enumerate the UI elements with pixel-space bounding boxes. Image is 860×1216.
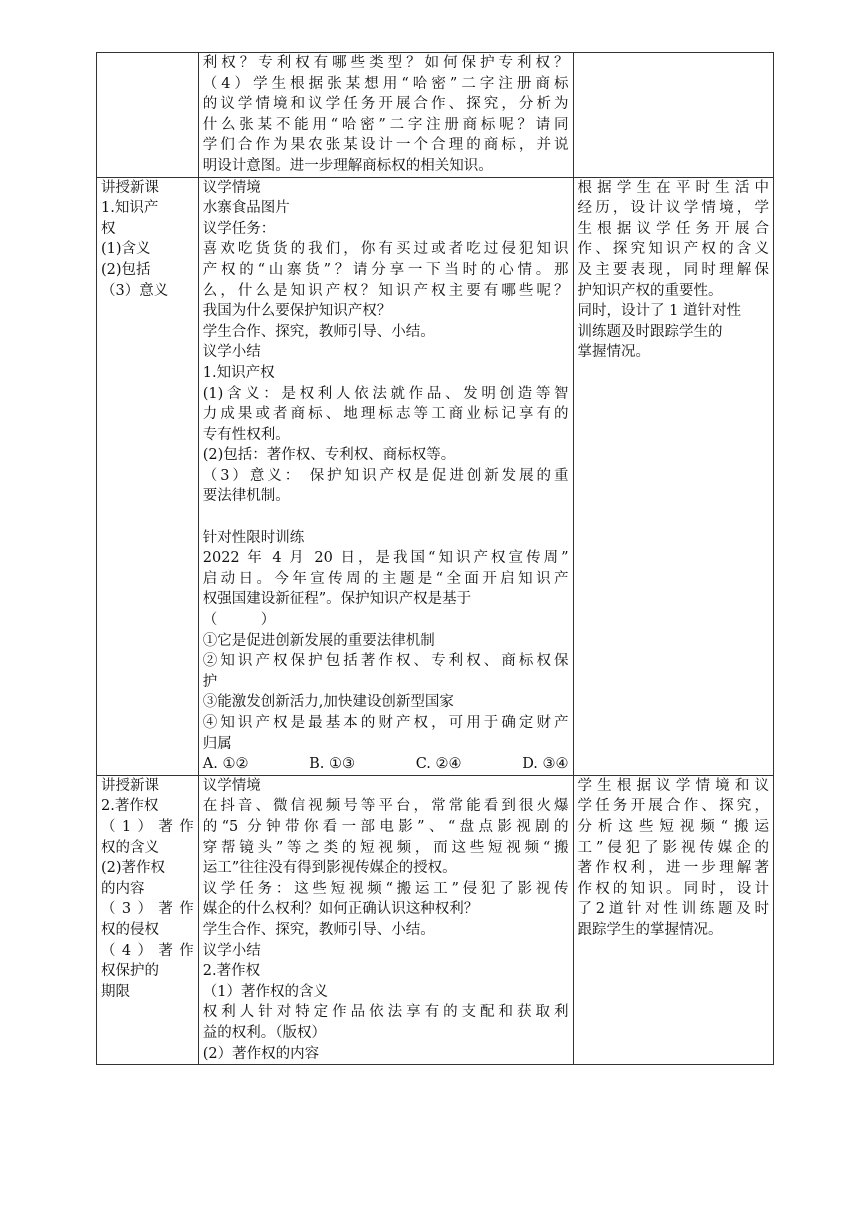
text-line: 1.知识产权 (202, 364, 275, 381)
topic-line: 权保护的 (101, 963, 159, 980)
text-line: 跟踪学生的掌握情况。 (577, 921, 723, 938)
text-line: 2.著作权 (202, 963, 261, 980)
topic-line: (1)含义 (101, 241, 151, 258)
text-line: 作权的知识。同时，设计 (577, 880, 769, 897)
text-line: (1)含义：是权利人依法就作品、发明创造等智 (202, 385, 569, 402)
topic-line: （3）意义 (101, 282, 169, 299)
lesson-plan-table (96, 52, 774, 1065)
topic-line: (2)包括 (101, 261, 151, 278)
text-line: 议学任务：这些短视频“搬运工”侵犯了影视传 (202, 880, 569, 897)
text-line: 同时，设计了 1 道针对性 (577, 303, 741, 320)
topic-line: 1.知识产 (101, 200, 159, 217)
design-intent-cell (573, 53, 773, 178)
text-line: 生根据议学任务开展合 (577, 220, 769, 237)
text-line: （4）学生根据张某想用“哈密”二字注册商标 (202, 75, 569, 92)
option-a: A. ①② (202, 756, 249, 773)
text-line: 学们合作为果农张某设计一个合理的商标，并说 (202, 137, 569, 154)
text-line: 学生根据议学情境和议 (577, 777, 769, 794)
table-row (97, 177, 774, 775)
blank-line (203, 507, 569, 528)
text-line: 我国为什么要保护知识产权？ (202, 303, 392, 320)
text-line: 明设计意图。进一步理解商标权的相关知识。 (202, 157, 493, 174)
text-line: 归属 (202, 735, 232, 752)
text-line: 著作权利，进一步理解著 (577, 860, 769, 877)
topic-line: 的内容 (101, 880, 145, 897)
text-line: ②知识产权保护包括著作权、专利权、商标权保 (202, 653, 569, 670)
text-line: 什么张某不能用“哈密”二字注册商标呢？请同 (202, 116, 569, 133)
answer-options (203, 754, 569, 775)
option-d: D. ③④ (522, 756, 569, 773)
topic-line: （3）著作 (101, 901, 194, 918)
text-line: 权利人针对特定作品依法享有的支配和获取利 (202, 1004, 569, 1021)
text-line: 的“5 分钟带你看一部电影”、“盘点影视剧的 (202, 818, 569, 835)
text-line: 2022 年 4 月 20 日，是我国“知识产权宣传周” (202, 550, 569, 567)
text-line: 喜欢吃货货的我们，你有买过或者吃过侵犯知识 (202, 241, 569, 258)
topic-line: 讲授新课 (101, 777, 159, 794)
text-line: (2)包括：著作权、专利权、商标权等。 (202, 447, 456, 464)
text-line: 议学任务： (202, 220, 276, 237)
activity-cell (198, 775, 573, 1064)
text-line: 工”侵犯了影视传媒企的 (577, 839, 769, 856)
text-line: （ ） (202, 612, 276, 629)
text-line: 训练题及时跟踪学生的 (577, 323, 723, 340)
text-line: 议学小结 (202, 344, 261, 361)
text-line: 运工”往往没有得到影视传媒企的授权。 (202, 860, 457, 877)
design-intent-cell (573, 177, 773, 775)
topic-cell (97, 775, 199, 1064)
topic-cell (97, 53, 199, 178)
text-line: (2）著作权的内容 (202, 1045, 320, 1062)
text-line: 启动日。今年宣传周的主题是“全面开启知识产 (202, 570, 569, 587)
text-line: 议学小结 (202, 942, 261, 959)
table-row (97, 53, 774, 178)
table-row (97, 775, 774, 1064)
topic-line: 2.著作权 (101, 798, 159, 815)
text-line: 的议学情境和议学任务开展合作、探究，分析为 (202, 96, 569, 113)
topic-line: 期限 (101, 983, 130, 1000)
text-line: 议学情境 (202, 777, 261, 794)
text-line: 护 (202, 673, 218, 690)
text-line: 穿帮镜头”等之类的短视频，而这些短视频“搬 (202, 839, 569, 856)
design-intent-cell (573, 775, 773, 1064)
topic-line: 讲授新课 (101, 179, 159, 196)
text-line: 媒企的什么权利？如何正确认识这种权利？ (202, 901, 479, 918)
text-line: 作、探究知识产权的含义 (577, 241, 769, 258)
text-line: 利权？专利权有哪些类型？如何保护专利权？ (202, 55, 569, 71)
text-line: ③能激发创新活力,加快建设创新型国家 (202, 694, 454, 711)
text-line: 要法律机制。 (202, 488, 290, 505)
text-line: ④知识产权是最基本的财产权，可用于确定财产 (202, 715, 569, 731)
text-line: 根据学生在平时生活中 (577, 179, 769, 196)
topic-cell (97, 177, 199, 775)
text-line: 掌握情况。 (577, 344, 651, 361)
text-line: 针对性限时训练 (202, 529, 305, 546)
text-line: 经历，设计议学情境，学 (577, 200, 769, 217)
topic-line: (2)著作权 (101, 860, 166, 877)
text-line: 护知识产权的重要性。 (577, 282, 723, 299)
text-line: 在抖音、微信视频号等平台，常常能看到很火爆 (202, 798, 569, 815)
text-line: 学生合作、探究，教师引导、小结。 (202, 323, 435, 340)
text-line: ①它是促进创新发展的重要法律机制 (202, 632, 435, 649)
text-line: 学任务开展合作、探究， (577, 798, 769, 815)
text-line: 水寨食品图片 (202, 200, 290, 217)
topic-line: 权的侵权 (101, 921, 159, 938)
text-line: 及主要表现，同时理解保 (577, 261, 769, 278)
text-line: 专有性权利。 (202, 426, 290, 443)
text-line: 权强国建设新征程”。保护知识产权是基于 (202, 591, 472, 608)
topic-line: 权 (101, 220, 116, 237)
activity-cell (198, 53, 573, 178)
topic-line: （1）著作 (101, 818, 194, 835)
text-line: 议学情境 (202, 179, 261, 196)
text-line: 学生合作、探究，教师引导、小结。 (202, 921, 435, 938)
text-line: 产权的“山寨货”？请分享一下当时的心情。那 (202, 261, 569, 278)
option-b: B. ①③ (309, 756, 356, 773)
topic-line: （4）著作 (101, 942, 194, 959)
text-line: 么，什么是知识产权？知识产权主要有哪些呢？ (202, 282, 569, 299)
option-c: C. ②④ (415, 756, 462, 773)
text-line: 了2道针对性训练题及时 (577, 901, 769, 918)
text-line: 力成果或者商标、地理标志等工商业标记享有的 (202, 406, 569, 423)
text-line: 益的权利。（版权） (202, 1024, 326, 1041)
topic-line: 权的含义 (101, 839, 159, 856)
text-line: （3）意义： 保护知识产权是促进创新发展的重 (202, 467, 569, 484)
text-line: 分析这些短视频“搬运 (577, 818, 769, 835)
text-line: （1）著作权的含义 (202, 983, 328, 1000)
activity-cell (198, 177, 573, 775)
